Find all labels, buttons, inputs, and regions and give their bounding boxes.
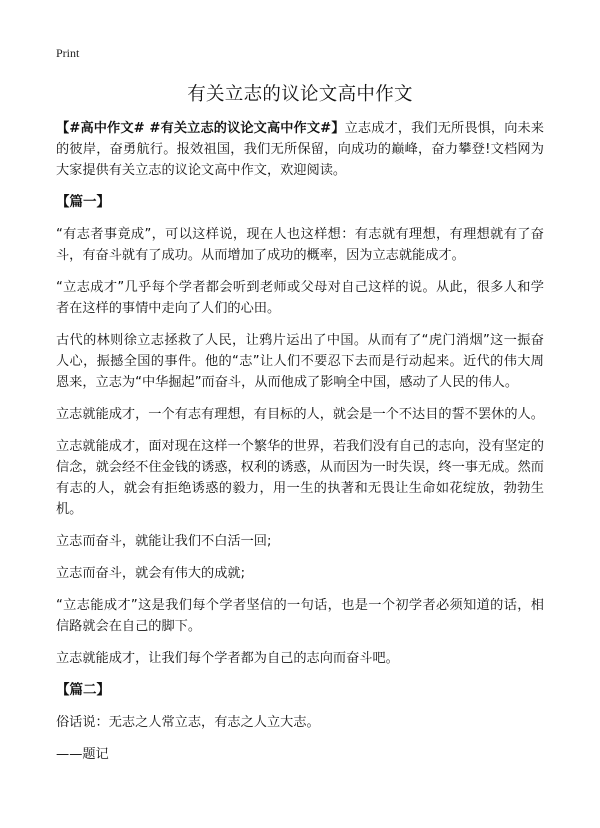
- section-heading-1: 【篇一】: [56, 194, 110, 210]
- paragraph: “立志能成才”这是我们每个学者坚信的一句话，也是一个初学者必须知道的话，相信路就会在自己的脚下。: [56, 598, 544, 634]
- intro-paragraph: [56, 118, 544, 181]
- paragraph: 立志就能成才，一个有志有理想，有目标的人，就会是一个不达目的誓不罢休的人。: [56, 407, 544, 422]
- paragraph: 立志而奋斗，就会有伟大的成就;: [56, 566, 246, 581]
- section-heading-2: 【篇二】: [56, 682, 110, 698]
- epigraph-attribution: ——题记: [56, 747, 109, 762]
- paragraph: 立志而奋斗，就能让我们不白活一回;: [56, 534, 272, 549]
- article-body: [56, 118, 544, 776]
- paragraph: 古代的林则徐立志拯救了人民，让鸦片运出了中国。从而有了“虎门消烟”这一振奋人心，振撼全国的事件。他的“志”让人们不要忍下去而是行动起来。近代的伟大周恩来，立志为“中华掘起”而奋斗，从而他成了影响全中国，感动了人民的伟人。: [56, 333, 544, 390]
- paragraph: 俗话说：无志之人常立志，有志之人立大志。: [56, 715, 320, 730]
- page-title: 有关立志的议论文高中作文: [187, 84, 413, 105]
- paragraph: “立志成才”几乎每个学者都会听到老师或父母对自己这样的说。从此，很多人和学者在这样的事情中走向了人们的心田。: [56, 280, 544, 316]
- intro-text: 立志成才，我们无所畏惧，向未来的彼岸，奋勇航行。报效祖国，我们无所保留，向成功的巅峰，奋力攀登!文档网为大家提供有关立志的议论文高中作文，欢迎阅读。: [56, 121, 544, 178]
- print-link[interactable]: Print: [56, 46, 80, 60]
- paragraph: “有志者事竟成”，可以这样说，现在人也这样想：有志就有理想，有理想就有了奋斗，有奋斗就有了成功。从而增加了成功的概率，因为立志就能成才。: [56, 227, 544, 263]
- intro-tag: 【#高中作文# #有关立志的议论文高中作文#】: [56, 121, 345, 136]
- paragraph: 立志就能成才，面对现在这样一个繁华的世界，若我们没有自己的志向，没有坚定的信念，就会经不住金钱的诱惑，权利的诱惑，从而因为一时失误，终一事无成。然而有志的人，就会有拒绝诱惑的毅力，用一生的执著和无畏让生命如花绽放，勃勃生机。: [56, 439, 544, 517]
- paragraph: 立志就能成才，让我们每个学者都为自己的志向而奋斗吧。: [56, 651, 399, 666]
